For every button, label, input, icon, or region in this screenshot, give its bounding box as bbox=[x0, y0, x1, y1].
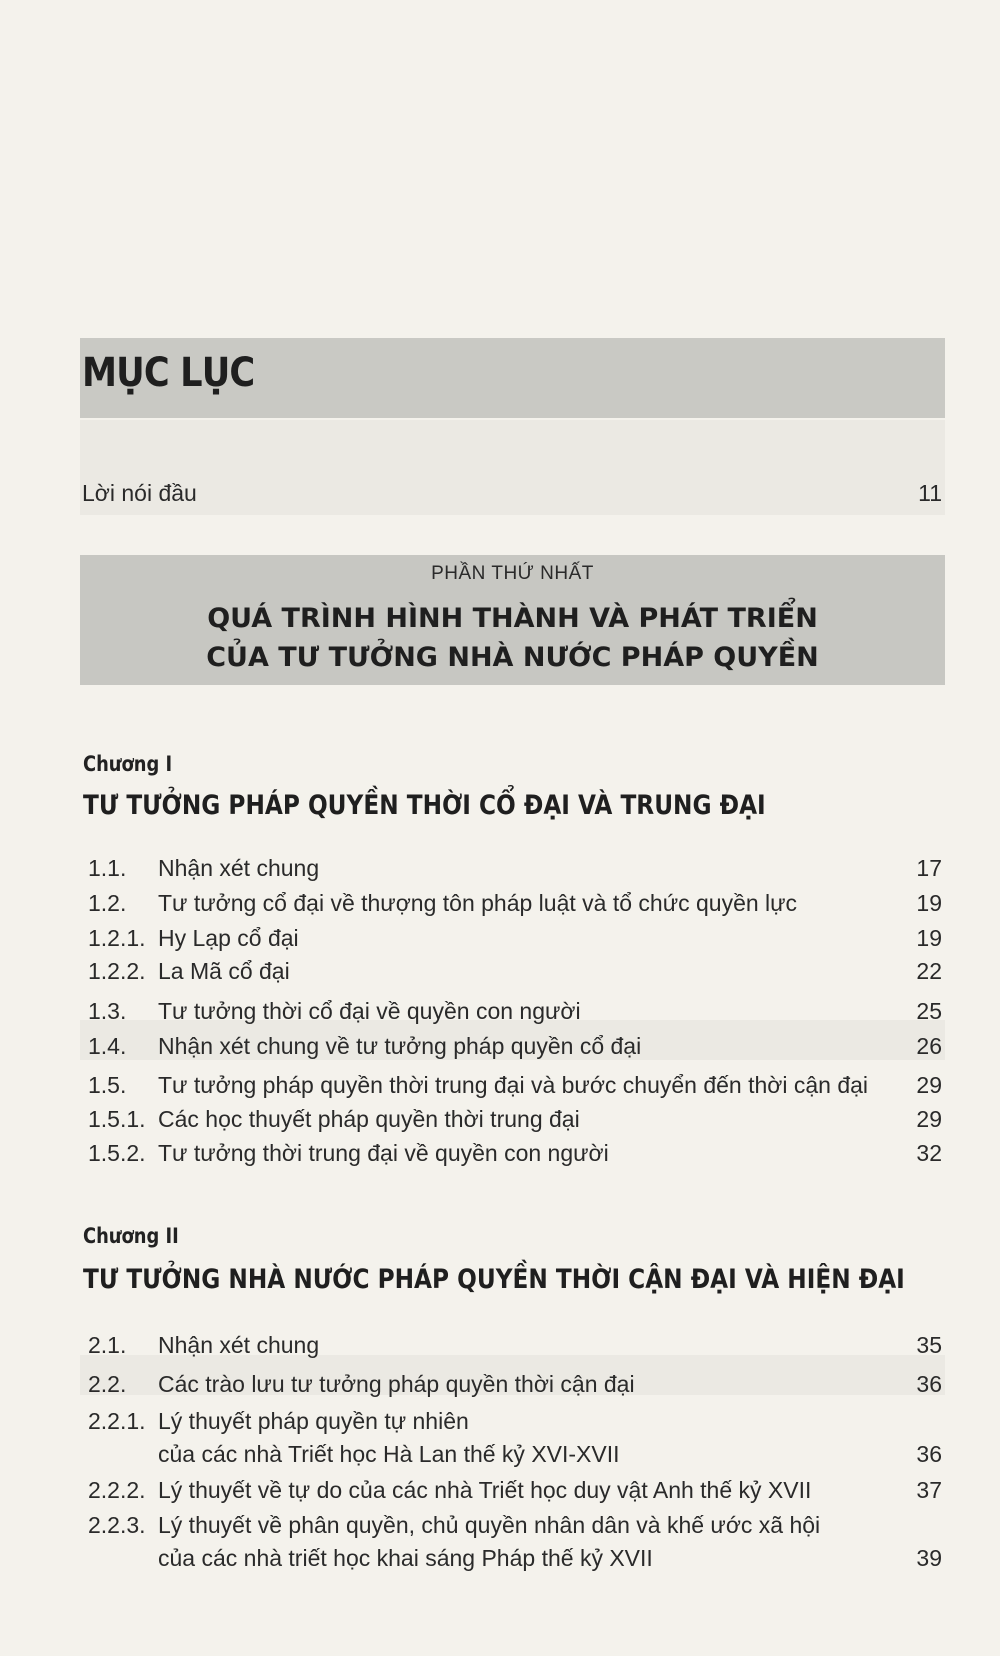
toc-entry-text: Lời nói đầu bbox=[82, 480, 197, 506]
toc-entry-page: 17 bbox=[916, 855, 942, 881]
toc-entry-page: 25 bbox=[916, 998, 942, 1024]
toc-entry-page: 11 bbox=[918, 480, 942, 506]
toc-entry-number: 2.2.1. bbox=[88, 1408, 146, 1434]
part-title-line-2: CỦA TƯ TƯỞNG NHÀ NƯỚC PHÁP QUYỀN bbox=[206, 642, 819, 673]
toc-entry-text: Tư tưởng cổ đại về thượng tôn pháp luật và tổ chức quyền lực bbox=[158, 890, 798, 916]
toc-entry-number: 1.3. bbox=[88, 998, 127, 1024]
toc-entry-number: 2.2.3. bbox=[88, 1512, 146, 1538]
toc-entry-text: Hy Lạp cổ đại bbox=[158, 925, 299, 951]
toc-entry-page: 32 bbox=[916, 1140, 942, 1166]
toc-entry-text: Lý thuyết pháp quyền tự nhiên bbox=[158, 1408, 469, 1434]
part-label: PHẦN THỨ NHẤT bbox=[431, 563, 594, 584]
toc-entry-page: 22 bbox=[916, 958, 942, 984]
part-header bbox=[80, 555, 945, 685]
toc-entry-page: 19 bbox=[916, 925, 942, 951]
toc-entry-number: 2.1. bbox=[88, 1332, 127, 1358]
toc-entry-number: 1.2. bbox=[88, 890, 127, 916]
heading-bar bbox=[80, 338, 945, 418]
toc-entry-page: 29 bbox=[916, 1106, 942, 1132]
toc-entry-text: Các học thuyết pháp quyền thời trung đại bbox=[158, 1106, 580, 1132]
toc-entry-page: 36 bbox=[916, 1441, 942, 1467]
toc-entry-text: Nhận xét chung bbox=[158, 1332, 320, 1358]
toc-entry-number: 2.2.2. bbox=[88, 1477, 146, 1503]
toc-entry-number: 1.2.1. bbox=[88, 925, 146, 951]
toc-entry-number: 1.4. bbox=[88, 1033, 127, 1059]
toc-entry-number: 2.2. bbox=[88, 1371, 127, 1397]
chapter-label: Chương I bbox=[83, 752, 173, 776]
toc-entry-page: 35 bbox=[916, 1332, 942, 1358]
toc-entry-page: 37 bbox=[916, 1477, 942, 1503]
bleed-through-band bbox=[80, 420, 945, 515]
toc-entry-page: 19 bbox=[916, 890, 942, 916]
toc-entry-text: Nhận xét chung bbox=[158, 855, 320, 881]
chapter-title: TƯ TƯỞNG NHÀ NƯỚC PHÁP QUYỀN THỜI CẬN ĐẠI VÀ HIỆN ĐẠI bbox=[83, 1264, 905, 1295]
toc-entry-text: La Mã cổ đại bbox=[158, 958, 290, 984]
toc-entry-text: Nhận xét chung về tư tưởng pháp quyền cổ đại bbox=[158, 1033, 642, 1059]
toc-entry-page: 39 bbox=[916, 1545, 942, 1571]
toc-entry-text: của các nhà triết học khai sáng Pháp thế kỷ XVII bbox=[158, 1545, 653, 1571]
toc-entry-text: Lý thuyết về phân quyền, chủ quyền nhân dân và khế ước xã hội bbox=[158, 1512, 821, 1538]
toc-entry-number: 1.5. bbox=[88, 1072, 127, 1098]
toc-entry-text: Tư tưởng thời trung đại về quyền con người bbox=[158, 1140, 609, 1166]
toc-entry-text: Tư tưởng pháp quyền thời trung đại và bước chuyển đến thời cận đại bbox=[158, 1072, 869, 1098]
part-title-line-1: QUÁ TRÌNH HÌNH THÀNH VÀ PHÁT TRIỂN bbox=[207, 603, 818, 634]
toc-entry-text: Các trào lưu tư tưởng pháp quyền thời cận đại bbox=[158, 1371, 635, 1397]
chapter-title: TƯ TƯỞNG PHÁP QUYỀN THỜI CỔ ĐẠI VÀ TRUNG ĐẠI bbox=[83, 790, 766, 821]
toc-entry-number: 1.5.1. bbox=[88, 1106, 146, 1132]
toc-entry-text: Lý thuyết về tự do của các nhà Triết học duy vật Anh thế kỷ XVII bbox=[158, 1477, 812, 1503]
page-title: MỤC LỤC bbox=[82, 350, 255, 396]
toc-entry-number: 1.5.2. bbox=[88, 1140, 146, 1166]
toc-entry-text: của các nhà Triết học Hà Lan thế kỷ XVI-XVII bbox=[158, 1441, 620, 1467]
toc-entry-page: 29 bbox=[916, 1072, 942, 1098]
toc-entry-number: 1.1. bbox=[88, 855, 127, 881]
toc-entry-page: 26 bbox=[916, 1033, 942, 1059]
chapter-label: Chương II bbox=[83, 1224, 179, 1248]
toc-entry-text: Tư tưởng thời cổ đại về quyền con người bbox=[158, 998, 581, 1024]
toc-entry-number: 1.2.2. bbox=[88, 958, 146, 984]
toc-entry-page: 36 bbox=[916, 1371, 942, 1397]
